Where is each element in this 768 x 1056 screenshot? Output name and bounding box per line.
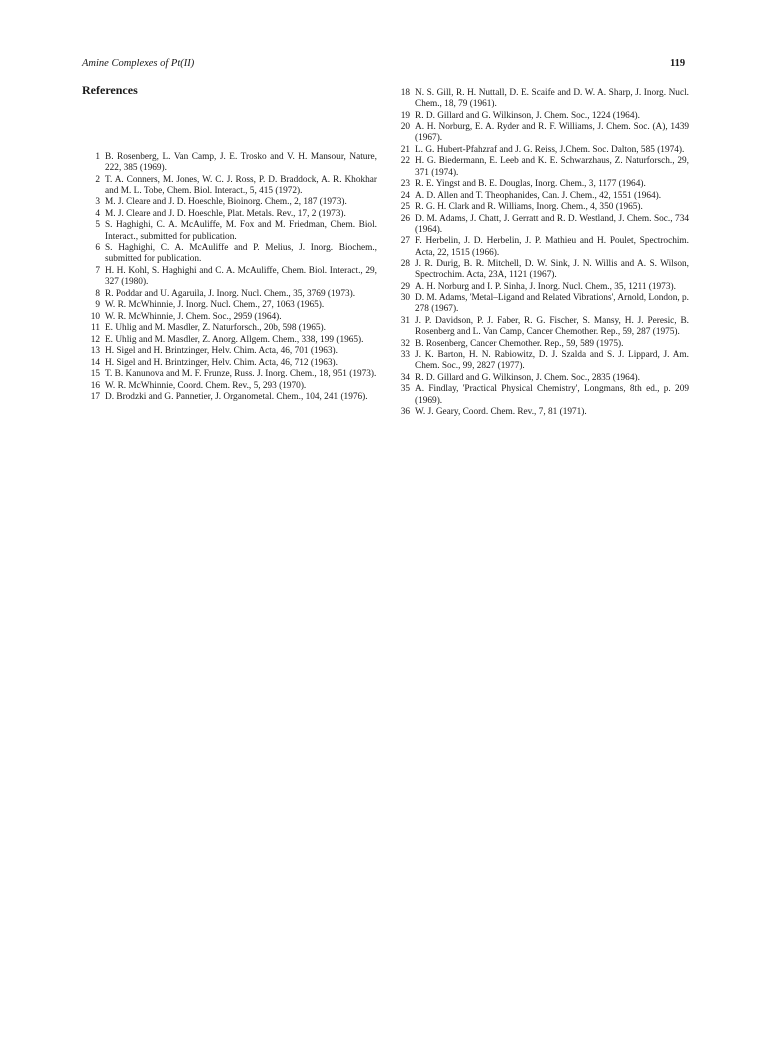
reference-number: 30 <box>400 293 410 304</box>
reference-number: 4 <box>95 208 100 219</box>
reference-item <box>392 214 689 236</box>
reference-item <box>82 358 377 369</box>
reference-text: W. R. McWhinnie, J. Inorg. Nucl. Chem., 27, 1063 (1965). <box>105 300 325 311</box>
reference-number: 16 <box>90 380 100 391</box>
references-column-left <box>82 152 377 404</box>
reference-number: 34 <box>400 372 410 383</box>
reference-number: 5 <box>95 220 100 231</box>
reference-item <box>392 293 689 315</box>
reference-text: D. M. Adams, 'Metal–Ligand and Related Vibrations', Arnold, London, p. 278 (1967). <box>415 293 689 315</box>
reference-item <box>392 407 689 418</box>
reference-item <box>392 191 689 202</box>
reference-item <box>392 145 689 156</box>
reference-number: 1 <box>95 152 100 162</box>
reference-number: 22 <box>400 156 410 167</box>
reference-number: 17 <box>90 392 100 403</box>
reference-number: 21 <box>400 144 410 155</box>
reference-number: 6 <box>95 243 100 254</box>
reference-item <box>392 282 689 293</box>
reference-number: 8 <box>95 288 100 299</box>
reference-text: R. G. H. Clark and R. Williams, Inorg. Chem., 4, 350 (1965). <box>415 202 643 213</box>
reference-text: W. R. McWhinnie, J. Chem. Soc., 2959 (1964). <box>105 311 282 322</box>
reference-number: 9 <box>95 300 100 311</box>
reference-item <box>392 111 689 122</box>
reference-number: 32 <box>400 338 410 349</box>
reference-number: 33 <box>400 350 410 361</box>
reference-number: 20 <box>400 122 410 133</box>
reference-text: E. Uhlig and M. Masdler, Z. Naturforsch., 20b, 598 (1965). <box>105 323 326 334</box>
reference-item <box>82 197 377 208</box>
reference-item <box>392 316 689 338</box>
reference-item <box>82 335 377 346</box>
reference-text: B. Rosenberg, Cancer Chemother. Rep., 59, 589 (1975). <box>415 338 624 349</box>
reference-item <box>82 312 377 323</box>
reference-text: W. J. Geary, Coord. Chem. Rev., 7, 81 (1971). <box>415 407 587 418</box>
page-number: 119 <box>670 58 686 69</box>
reference-number: 12 <box>90 334 100 345</box>
reference-item <box>392 122 689 144</box>
reference-text: A. H. Norburg, E. A. Ryder and R. F. Williams, J. Chem. Soc. (A), 1439 (1967). <box>415 122 689 144</box>
reference-text: H. G. Biedermann, E. Leeb and K. E. Schwarzhaus, Z. Naturforsch., 29, 371 (1974). <box>415 156 689 178</box>
reference-text: J. K. Barton, H. N. Rabiowitz, D. J. Szalda and S. J. Lippard, J. Am. Chem. Soc., 99, 2827 (1977). <box>415 350 689 372</box>
reference-item <box>392 384 689 406</box>
reference-item <box>82 209 377 220</box>
reference-item <box>82 323 377 334</box>
reference-text: B. Rosenberg, L. Van Camp, J. E. Trosko and V. H. Mansour, Nature, 222, 385 (1969). <box>105 152 377 174</box>
reference-text: D. M. Adams, J. Chatt, J. Gerratt and R. D. Westland, J. Chem. Soc., 734 (1964). <box>415 213 689 235</box>
reference-text: J. P. Davidson, P. J. Faber, R. G. Fischer, S. Mansy, H. J. Peresic, B. Rosenberg and L. Van Camp, Cancer Chemother. Rep., 59, 287 (1975). <box>415 315 689 338</box>
reference-text: A. Findlay, 'Practical Physical Chemistry', Longmans, 8th ed., p. 209 (1969). <box>415 384 689 406</box>
reference-number: 31 <box>400 315 410 326</box>
reference-text: M. J. Cleare and J. D. Hoeschle, Bioinorg. Chem., 2, 187 (1973). <box>105 197 347 208</box>
reference-text: T. B. Kanunova and M. F. Frunze, Russ. J. Inorg. Chem., 18, 951 (1973). <box>105 369 377 380</box>
reference-text: A. H. Norburg and I. P. Sinha, J. Inorg. Nucl. Chem., 35, 1211 (1973). <box>415 281 676 292</box>
reference-item <box>82 243 377 265</box>
reference-number: 36 <box>400 407 410 418</box>
reference-item <box>82 346 377 357</box>
reference-number: 3 <box>95 197 100 208</box>
reference-item <box>82 220 377 242</box>
reference-item <box>82 369 377 380</box>
reference-text: R. D. Gillard and G. Wilkinson, J. Chem. Soc., 2835 (1964). <box>415 372 640 383</box>
reference-item <box>82 300 377 311</box>
reference-text: T. A. Conners, M. Jones, W. C. J. Ross, P. D. Braddock, A. R. Khokhar and M. L. Tobe, Chem. Biol. Interact., 5, 415 (1972). <box>105 174 377 196</box>
reference-item <box>82 381 377 392</box>
section-title: References <box>82 83 138 97</box>
reference-number: 18 <box>400 88 410 98</box>
reference-text: R. E. Yingst and B. E. Douglas, Inorg. Chem., 3, 1177 (1964). <box>415 179 646 190</box>
reference-number: 11 <box>91 323 100 334</box>
reference-number: 10 <box>90 311 100 322</box>
reference-text: R. Poddar and U. Agaruila, J. Inorg. Nucl. Chem., 35, 3769 (1973). <box>105 288 356 299</box>
reference-item <box>392 88 689 110</box>
reference-number: 28 <box>400 259 410 270</box>
reference-text: F. Herbelin, J. D. Herbelin, J. P. Mathieu and H. Poulet, Spectrochim. Acta, 22, 1515 (1966). <box>415 236 689 258</box>
reference-text: J. R. Durig, B. R. Mitchell, D. W. Sink, J. N. Willis and A. S. Wilson, Spectrochim. Acta, 23A, 1121 (1967). <box>415 259 689 281</box>
reference-text: D. Brodzki and G. Pannetier, J. Organometal. Chem., 104, 241 (1976). <box>105 392 368 403</box>
reference-item <box>392 202 689 213</box>
reference-number: 2 <box>95 174 100 185</box>
reference-item <box>82 266 377 288</box>
reference-text: E. Uhlig and M. Masdler, Z. Anorg. Allgem. Chem., 338, 199 (1965). <box>105 334 364 345</box>
reference-item <box>82 289 377 300</box>
reference-number: 29 <box>400 281 410 292</box>
reference-number: 14 <box>90 357 100 368</box>
reference-item <box>392 236 689 258</box>
reference-item <box>392 156 689 178</box>
running-head: Amine Complexes of Pt(II) <box>82 58 195 69</box>
reference-text: H. H. Kohl, S. Haghighi and C. A. McAuliffe, Chem. Biol. Interact., 29, 327 (1980). <box>105 265 377 288</box>
reference-number: 27 <box>400 236 410 247</box>
reference-text: R. D. Gillard and G. Wilkinson, J. Chem. Soc., 1224 (1964). <box>415 110 640 121</box>
reference-item <box>82 392 377 403</box>
reference-item <box>82 152 377 174</box>
reference-number: 25 <box>400 202 410 213</box>
reference-item <box>392 373 689 384</box>
reference-item <box>392 350 689 372</box>
reference-item <box>392 179 689 190</box>
references-column-right <box>392 88 689 419</box>
reference-number: 35 <box>400 384 410 395</box>
reference-text: N. S. Gill, R. H. Nuttall, D. E. Scaife and D. W. A. Sharp, J. Inorg. Nucl. Chem., 18, 79 (1961). <box>415 88 689 110</box>
reference-number: 19 <box>400 110 410 121</box>
reference-number: 15 <box>90 369 100 380</box>
reference-text: H. Sigel and H. Brintzinger, Helv. Chim. Acta, 46, 701 (1963). <box>105 346 338 357</box>
reference-text: M. J. Cleare and J. D. Hoeschle, Plat. Metals. Rev., 17, 2 (1973). <box>105 208 346 219</box>
reference-text: S. Haghighi, C. A. McAuliffe and P. Melius, J. Inorg. Biochem., submitted for publication. <box>105 243 377 265</box>
reference-text: S. Haghighi, C. A. McAuliffe, M. Fox and M. Friedman, Chem. Biol. Interact., submitted for publication. <box>105 220 377 242</box>
reference-number: 24 <box>400 190 410 201</box>
reference-item <box>82 175 377 197</box>
reference-item <box>392 259 689 281</box>
reference-text: L. G. Hubert-Pfahzraf and J. G. Reiss, J.Chem. Soc. Dalton, 585 (1974). <box>415 144 685 155</box>
reference-number: 26 <box>400 213 410 224</box>
reference-text: H. Sigel and H. Brintzinger, Helv. Chim. Acta, 46, 712 (1963). <box>105 357 338 368</box>
reference-text: A. D. Allen and T. Theophanides, Can. J. Chem., 42, 1551 (1964). <box>415 190 662 201</box>
reference-number: 13 <box>90 346 100 357</box>
reference-number: 23 <box>400 179 410 190</box>
reference-item <box>392 339 689 350</box>
reference-number: 7 <box>95 265 100 276</box>
reference-text: W. R. McWhinnie, Coord. Chem. Rev., 5, 293 (1970). <box>105 380 307 391</box>
